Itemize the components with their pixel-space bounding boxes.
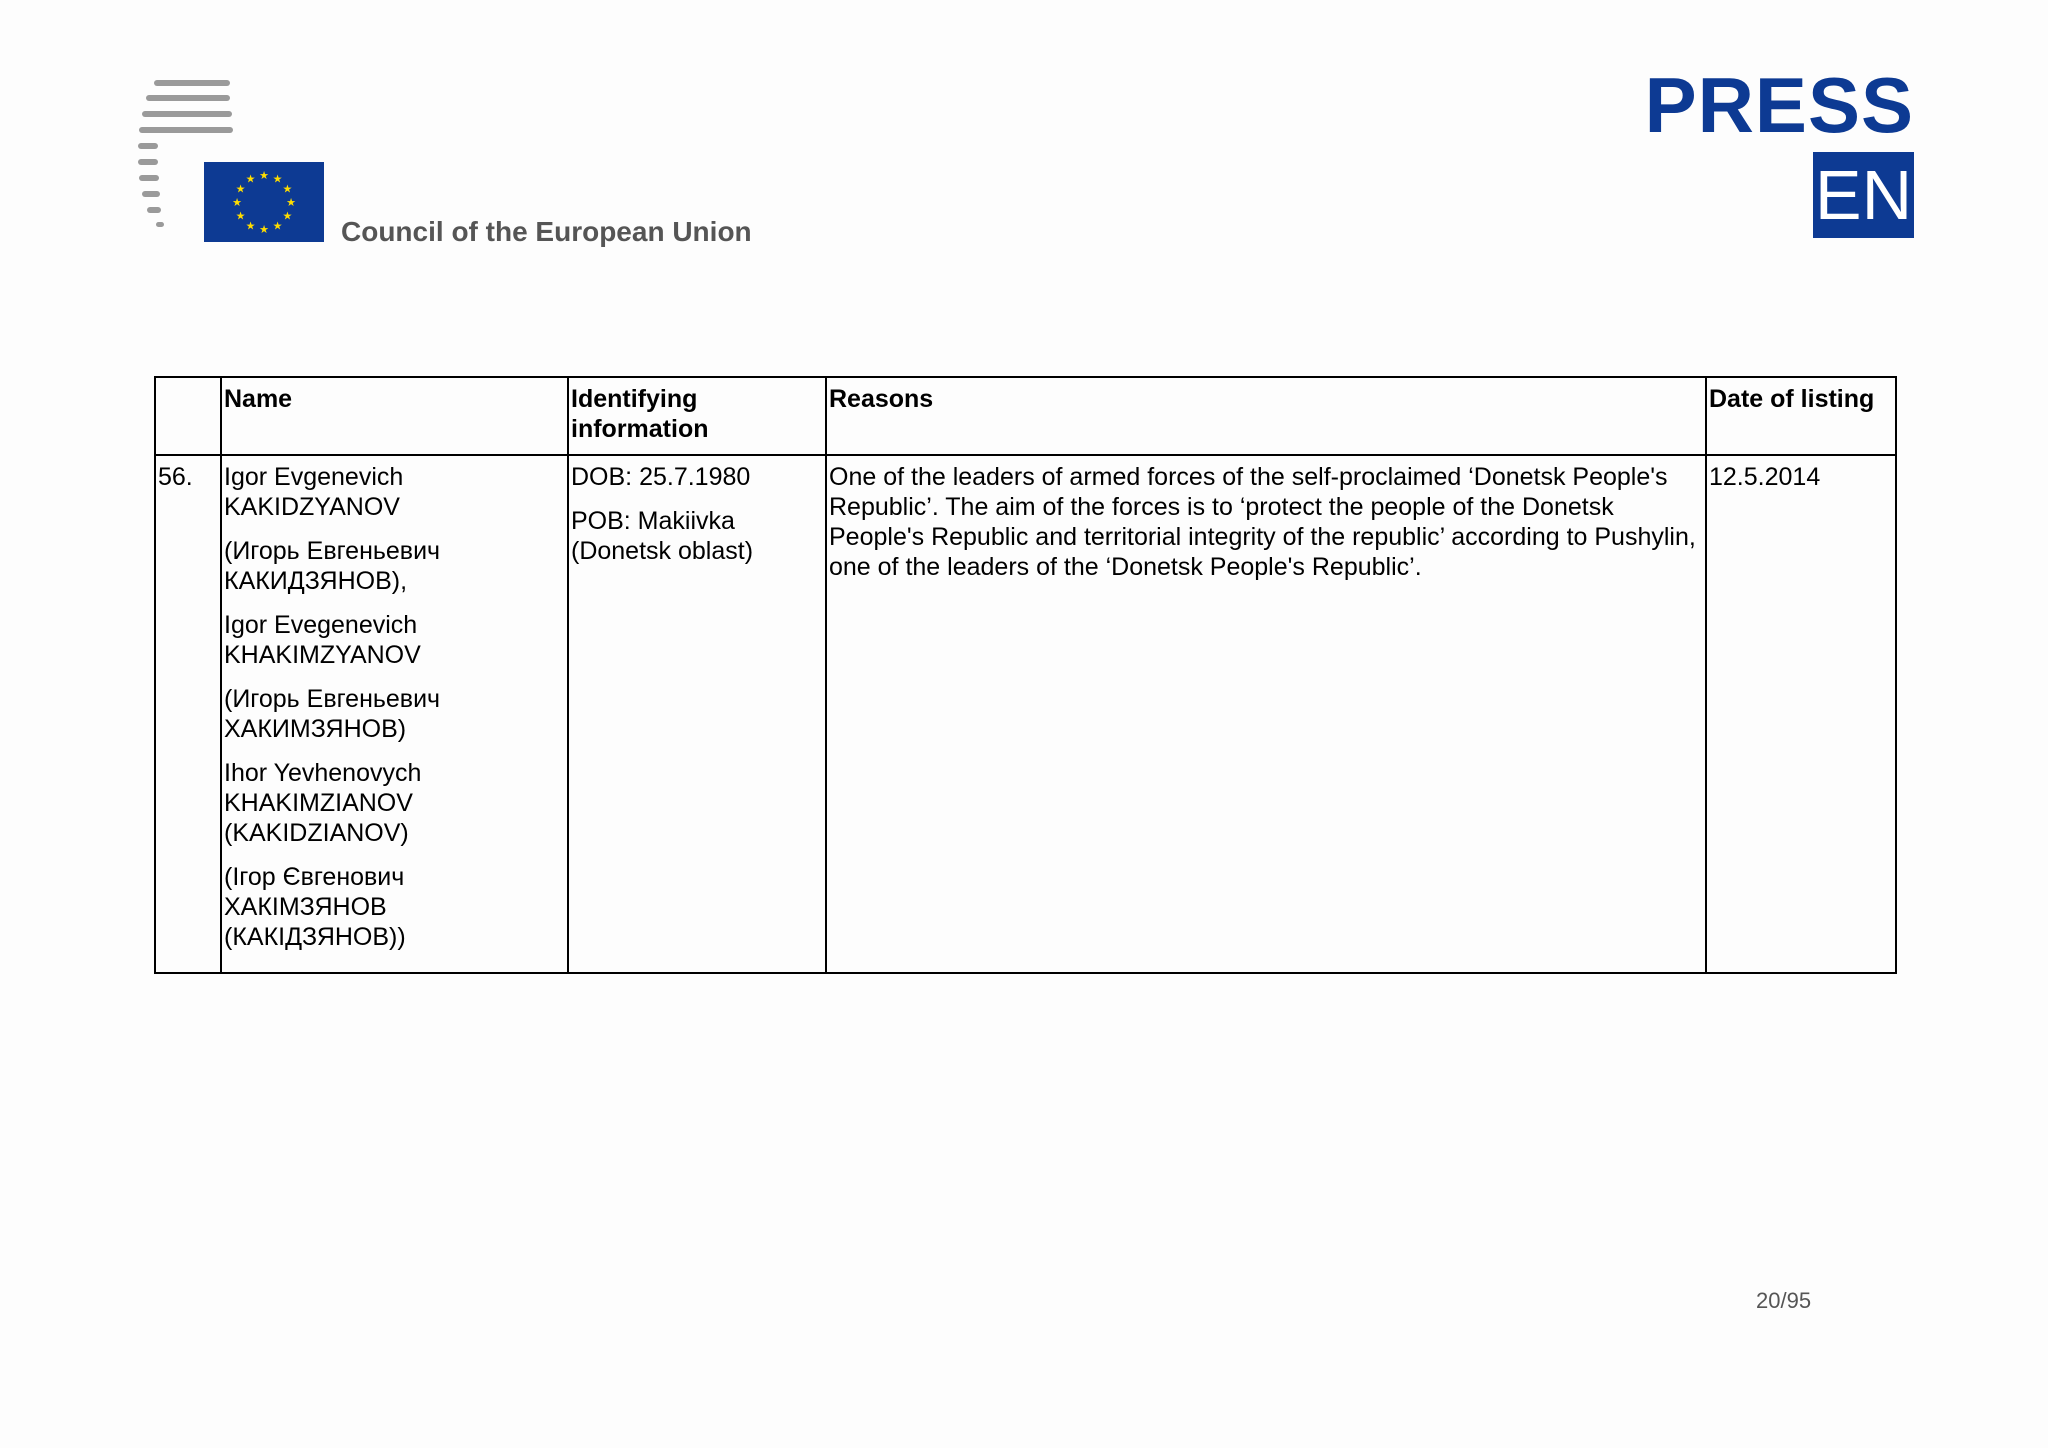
header-reasons: Reasons <box>826 377 1706 455</box>
name-variant: (Игорь Евгеньевич КАКИДЗЯНОВ), <box>224 537 441 595</box>
name-variant: Igor Evegenevich KHAKIMZYANOV <box>224 611 421 669</box>
entry-reasons: One of the leaders of armed forces of the self-proclaimed ‘Donetsk People's Republic’. The aim of the forces is to ‘protect the people of the Donetsk People's Republic and territorial integrity of the republic’ according to Pushylin, one of the leaders of the ‘Donetsk People's Republic’. <box>826 455 1706 973</box>
eu-star-icon: ★ <box>286 196 296 209</box>
org-name: Council of the European Union <box>341 216 752 247</box>
header-identifying-information: Identifying information <box>568 377 826 455</box>
eu-flag-icon <box>204 162 324 242</box>
eu-star-icon: ★ <box>245 219 256 233</box>
entry-number: 56. <box>155 455 221 973</box>
council-logo <box>136 78 336 248</box>
eu-star-icon: ★ <box>235 209 246 223</box>
eu-star-icon: ★ <box>245 172 256 186</box>
language-badge: EN <box>1813 152 1914 238</box>
entry-identifying-information <box>568 455 826 973</box>
press-label: PRESS <box>1644 61 1914 149</box>
table-header-row <box>155 377 1896 455</box>
place-of-birth: POB: Makiivka (Donetsk oblast) <box>571 507 754 565</box>
entry-names <box>221 455 568 973</box>
eu-star-icon: ★ <box>272 172 283 186</box>
header-name: Name <box>221 377 568 455</box>
table-row <box>155 455 1896 973</box>
sanctions-table <box>154 376 1897 974</box>
eu-star-icon: ★ <box>282 209 293 223</box>
header-number <box>155 377 221 455</box>
eu-star-icon: ★ <box>259 169 269 182</box>
name-variant: Ihor Yevhenovych KHAKIMZIANOV (KAKIDZIANOV) <box>224 759 422 847</box>
entry-date-of-listing: 12.5.2014 <box>1706 455 1896 973</box>
eu-star-icon: ★ <box>272 219 283 233</box>
eu-star-icon: ★ <box>232 196 242 209</box>
eu-star-icon: ★ <box>235 182 246 196</box>
name-variant: (Ігор Євгенович ХАКІМЗЯНОВ (КАКІДЗЯНОВ)) <box>224 863 406 951</box>
date-of-birth: DOB: 25.7.1980 <box>571 463 751 491</box>
name-variant: Igor Evgenevich KAKIDZYANOV <box>224 463 404 521</box>
page-number: 20/95 <box>1756 1288 1812 1313</box>
eu-star-icon: ★ <box>282 182 293 196</box>
header-date-of-listing: Date of listing <box>1706 377 1896 455</box>
name-variant: (Игорь Евгеньевич ХАКИМЗЯНОВ) <box>224 685 441 743</box>
eu-star-icon: ★ <box>259 223 269 236</box>
